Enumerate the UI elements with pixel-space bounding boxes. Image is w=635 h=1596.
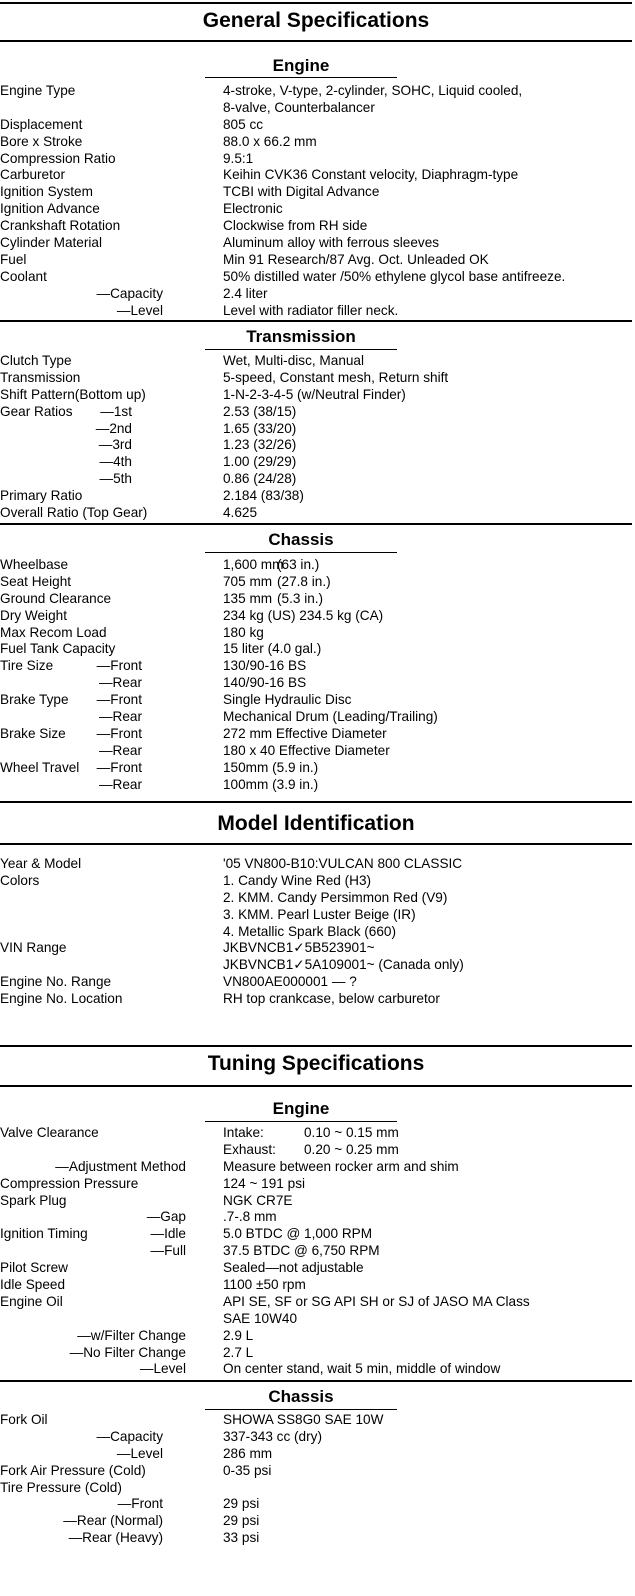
spec-row bbox=[0, 1226, 635, 1243]
spec-label: Clutch Type bbox=[0, 353, 72, 368]
spec-label: Displacement bbox=[0, 116, 83, 132]
spec-row bbox=[0, 437, 635, 454]
spec-value: 1.65 (33/20) bbox=[223, 420, 297, 436]
spec-sublabel: —Front bbox=[96, 692, 142, 708]
spec-row bbox=[0, 117, 635, 134]
spec-row bbox=[0, 873, 635, 890]
spec-row bbox=[0, 856, 635, 873]
general-chassis-rows bbox=[0, 557, 635, 793]
spec-label: Gear Ratios bbox=[0, 403, 73, 419]
spec-row bbox=[0, 777, 635, 794]
model-rows bbox=[0, 856, 635, 1008]
spec-row bbox=[0, 235, 635, 252]
spec-label: Primary Ratio bbox=[0, 488, 83, 504]
spec-label: Year & Model bbox=[0, 856, 82, 871]
spec-row bbox=[0, 100, 635, 117]
spec-row bbox=[0, 743, 635, 760]
spec-row bbox=[0, 726, 635, 743]
spec-row bbox=[0, 1463, 635, 1480]
spec-value-secondary: 0.10 ~ 0.15 mm bbox=[304, 1125, 399, 1140]
spec-label: Compression Ratio bbox=[0, 150, 116, 166]
spec-value: 5-speed, Constant mesh, Return shift bbox=[223, 369, 449, 385]
tuning-engine-underline bbox=[205, 1121, 397, 1122]
spec-value: Single Hydraulic Disc bbox=[223, 692, 352, 708]
spec-value: 286 mm bbox=[223, 1445, 273, 1461]
spec-row bbox=[0, 1429, 635, 1446]
spec-value: VN800AE000001 — ? bbox=[223, 974, 357, 990]
spec-sublabel: —Idle bbox=[150, 1226, 186, 1242]
spec-sublabel: —Rear (Heavy) bbox=[68, 1530, 163, 1546]
tuning-chassis-heading: Chassis bbox=[268, 1387, 334, 1406]
spec-sublabel: —Rear (Normal) bbox=[63, 1513, 163, 1529]
spec-row bbox=[0, 1193, 635, 1210]
spec-label: Dry Weight bbox=[0, 607, 67, 623]
spec-value: 2.7 L bbox=[223, 1344, 254, 1360]
spec-label: Fuel bbox=[0, 251, 27, 267]
spec-value: 88.0 x 66.2 mm bbox=[223, 133, 317, 149]
spec-value: 0-35 psi bbox=[223, 1462, 272, 1478]
general-chassis-underline bbox=[205, 552, 397, 553]
spec-row bbox=[0, 1159, 635, 1176]
spec-sublabel: —Rear bbox=[98, 675, 142, 691]
spec-value: 272 mm Effective Diameter bbox=[223, 725, 387, 741]
spec-row bbox=[0, 557, 635, 574]
spec-sublabel: —Front bbox=[96, 725, 142, 741]
spec-row bbox=[0, 370, 635, 387]
spec-row bbox=[0, 201, 635, 218]
spec-value-secondary: (27.8 in.) bbox=[277, 573, 331, 589]
spec-label: Bore x Stroke bbox=[0, 133, 83, 149]
transmission-rows bbox=[0, 353, 635, 522]
spec-value: 805 cc bbox=[223, 116, 264, 132]
spec-label: Ignition Timing bbox=[0, 1226, 88, 1242]
spec-label: Tire Size bbox=[0, 658, 54, 674]
spec-value: 1100 ±50 rpm bbox=[223, 1277, 306, 1293]
spec-value: 1. Candy Wine Red (H3) bbox=[223, 872, 372, 888]
spec-label: Brake Size bbox=[0, 725, 66, 741]
spec-value: 135 mm bbox=[223, 590, 273, 606]
spec-row bbox=[0, 184, 635, 201]
spec-value: 2.9 L bbox=[223, 1327, 254, 1343]
spec-row bbox=[0, 608, 635, 625]
spec-value: TCBI with Digital Advance bbox=[223, 184, 380, 200]
spec-row bbox=[0, 1243, 635, 1260]
spec-row bbox=[0, 404, 635, 421]
spec-row bbox=[0, 303, 635, 320]
spec-sublabel: —Front bbox=[117, 1496, 163, 1512]
tuning-engine-rule bbox=[0, 1380, 632, 1382]
spec-row bbox=[0, 167, 635, 184]
spec-row bbox=[0, 151, 635, 168]
transmission-rule bbox=[0, 523, 632, 525]
spec-label: Crankshaft Rotation bbox=[0, 218, 121, 234]
spec-row bbox=[0, 974, 635, 991]
model-identification-title: Model Identification bbox=[217, 812, 415, 835]
spec-label: Wheel Travel bbox=[0, 759, 80, 775]
spec-value: RH top crankcase, below carburetor bbox=[223, 991, 440, 1007]
spec-value: API SE, SF or SG API SH or SJ of JASO MA Class bbox=[223, 1293, 530, 1309]
spec-row bbox=[0, 924, 635, 941]
spec-label: Wheelbase bbox=[0, 557, 69, 572]
tuning-title-rule bbox=[0, 1085, 632, 1087]
spec-value: JKBVNCB1✓5B523901~ bbox=[223, 940, 375, 956]
spec-value: 5.0 BTDC @ 1,000 RPM bbox=[223, 1226, 373, 1242]
general-engine-underline bbox=[205, 77, 397, 78]
spec-label: Ground Clearance bbox=[0, 590, 112, 606]
spec-value: Measure between rocker arm and shim bbox=[223, 1158, 459, 1174]
spec-sublabel: —3rd bbox=[98, 437, 132, 453]
spec-value: 180 x 40 Effective Diameter bbox=[223, 742, 390, 758]
spec-value-secondary: 0.20 ~ 0.25 mm bbox=[304, 1141, 399, 1157]
spec-row bbox=[0, 957, 635, 974]
tuning-chassis-underline bbox=[205, 1409, 397, 1410]
tuning-engine-rows bbox=[0, 1125, 635, 1378]
spec-label: Engine No. Range bbox=[0, 974, 112, 990]
spec-value: Exhaust: bbox=[223, 1141, 276, 1157]
spec-sublabel: —w/Filter Change bbox=[77, 1327, 186, 1343]
spec-value: 2. KMM. Candy Persimmon Red (V9) bbox=[223, 889, 448, 905]
spec-row bbox=[0, 1361, 635, 1378]
spec-value: Clockwise from RH side bbox=[223, 218, 368, 234]
general-title-rule bbox=[0, 40, 632, 42]
spec-sublabel: —Capacity bbox=[96, 1428, 163, 1444]
spec-value: 150mm (5.9 in.) bbox=[223, 759, 319, 775]
spec-value: On center stand, wait 5 min, middle of window bbox=[223, 1361, 501, 1377]
spec-sublabel: —Front bbox=[96, 658, 142, 674]
spec-sublabel: —Full bbox=[150, 1243, 186, 1259]
tuning-specs-title: Tuning Specifications bbox=[207, 1052, 425, 1075]
spec-value: 8-valve, Counterbalancer bbox=[223, 99, 375, 115]
spec-row bbox=[0, 269, 635, 286]
spec-value: 29 psi bbox=[223, 1513, 260, 1529]
spec-sublabel: —Level bbox=[139, 1361, 186, 1377]
spec-sublabel: —Rear bbox=[98, 742, 142, 758]
spec-row bbox=[0, 675, 635, 692]
spec-value: 4. Metallic Spark Black (660) bbox=[223, 923, 397, 939]
spec-value: 50% distilled water /50% ethylene glycol base antifreeze. bbox=[223, 268, 566, 284]
spec-value: 37.5 BTDC @ 6,750 RPM bbox=[223, 1243, 380, 1259]
spec-label: Seat Height bbox=[0, 573, 72, 589]
spec-value-secondary: (5.3 in.) bbox=[277, 590, 324, 606]
spec-value: 3. KMM. Pearl Luster Beige (IR) bbox=[223, 906, 416, 922]
spec-row bbox=[0, 353, 635, 370]
spec-value: Sealed—not adjustable bbox=[223, 1260, 364, 1276]
spec-label: Tire Pressure (Cold) bbox=[0, 1479, 122, 1495]
spec-label: Coolant bbox=[0, 268, 47, 284]
spec-value: Keihin CVK36 Constant velocity, Diaphragm-type bbox=[223, 167, 519, 183]
general-engine-rule bbox=[0, 320, 632, 322]
spec-value: SHOWA SS8G0 SAE 10W bbox=[223, 1412, 384, 1427]
spec-sublabel: —Capacity bbox=[96, 285, 163, 301]
spec-row bbox=[0, 1513, 635, 1530]
spec-value: 234 kg (US) 234.5 kg (CA) bbox=[223, 607, 384, 623]
spec-value: 337-343 cc (dry) bbox=[223, 1428, 322, 1444]
spec-value: Wet, Multi-disc, Manual bbox=[223, 353, 365, 368]
spec-label: Engine Type bbox=[0, 83, 76, 98]
spec-row bbox=[0, 1277, 635, 1294]
spec-sublabel: —Gap bbox=[146, 1209, 186, 1225]
spec-row bbox=[0, 1412, 635, 1429]
spec-sublabel: —Level bbox=[116, 302, 163, 318]
spec-row bbox=[0, 574, 635, 591]
spec-value: 124 ~ 191 psi bbox=[223, 1175, 306, 1191]
spec-value: 100mm (3.9 in.) bbox=[223, 776, 319, 792]
spec-value: SAE 10W40 bbox=[223, 1310, 298, 1326]
spec-row bbox=[0, 83, 635, 100]
spec-row bbox=[0, 1345, 635, 1362]
spec-row bbox=[0, 1209, 635, 1226]
spec-value: 2.184 (83/38) bbox=[223, 488, 304, 504]
spec-value: '05 VN800-B10:VULCAN 800 CLASSIC bbox=[223, 856, 463, 871]
spec-label: Overall Ratio (Top Gear) bbox=[0, 505, 148, 521]
spec-label: Spark Plug bbox=[0, 1192, 67, 1208]
spec-sublabel: —Rear bbox=[98, 709, 142, 725]
spec-row bbox=[0, 252, 635, 269]
spec-sublabel: —Level bbox=[116, 1445, 163, 1461]
tuning-engine-heading: Engine bbox=[272, 1099, 330, 1118]
spec-row bbox=[0, 1530, 635, 1547]
transmission-underline bbox=[205, 349, 397, 350]
spec-label: Colors bbox=[0, 872, 40, 888]
spec-row bbox=[0, 692, 635, 709]
spec-value: Electronic bbox=[223, 201, 283, 217]
spec-row bbox=[0, 709, 635, 726]
spec-value: 33 psi bbox=[223, 1530, 260, 1546]
tuning-top-rule bbox=[0, 1045, 632, 1047]
spec-sublabel: —2nd bbox=[95, 420, 132, 436]
spec-label: Shift Pattern(Bottom up) bbox=[0, 386, 146, 402]
spec-row bbox=[0, 591, 635, 608]
spec-label: VIN Range bbox=[0, 940, 67, 956]
spec-row bbox=[0, 658, 635, 675]
spec-row bbox=[0, 1480, 635, 1497]
spec-row bbox=[0, 421, 635, 438]
transmission-heading: Transmission bbox=[246, 327, 356, 346]
general-chassis-rule bbox=[0, 801, 632, 803]
spec-row bbox=[0, 991, 635, 1008]
general-engine-rows bbox=[0, 83, 635, 319]
spec-value: 1-N-2-3-4-5 (w/Neutral Finder) bbox=[223, 386, 406, 402]
spec-value: 1.00 (29/29) bbox=[223, 454, 297, 470]
spec-value: JKBVNCB1✓5A109001~ (Canada only) bbox=[223, 957, 464, 973]
spec-sublabel: —Rear bbox=[98, 776, 142, 792]
spec-label: Brake Type bbox=[0, 692, 69, 708]
spec-label: Transmission bbox=[0, 369, 81, 385]
spec-value: 140/90-16 BS bbox=[223, 675, 307, 691]
spec-label: Engine Oil bbox=[0, 1293, 63, 1309]
tuning-chassis-rows bbox=[0, 1412, 635, 1547]
spec-value: Intake: bbox=[223, 1125, 264, 1140]
spec-value: 180 kg bbox=[223, 624, 264, 640]
spec-sublabel: —Adjustment Method bbox=[55, 1158, 186, 1174]
spec-value: 9.5:1 bbox=[223, 150, 254, 166]
spec-row bbox=[0, 134, 635, 151]
spec-row bbox=[0, 1260, 635, 1277]
spec-value: 1,600 mm bbox=[223, 557, 284, 572]
spec-value: 2.53 (38/15) bbox=[223, 403, 297, 419]
spec-label: Max Recom Load bbox=[0, 624, 107, 640]
spec-value-secondary: (63 in.) bbox=[277, 557, 320, 572]
spec-label: Engine No. Location bbox=[0, 991, 123, 1007]
spec-sublabel: —Front bbox=[96, 759, 142, 775]
spec-sublabel: —5th bbox=[99, 471, 132, 487]
spec-label: Ignition Advance bbox=[0, 201, 100, 217]
spec-value: 2.4 liter bbox=[223, 285, 268, 301]
spec-value: 29 psi bbox=[223, 1496, 260, 1512]
spec-value: 0.86 (24/28) bbox=[223, 471, 297, 487]
spec-sublabel: —4th bbox=[99, 454, 132, 470]
model-title-rule bbox=[0, 843, 632, 845]
spec-value: 15 liter (4.0 gal.) bbox=[223, 641, 322, 657]
spec-row bbox=[0, 286, 635, 303]
spec-row bbox=[0, 218, 635, 235]
spec-row bbox=[0, 387, 635, 404]
spec-value: 130/90-16 BS bbox=[223, 658, 307, 674]
spec-row bbox=[0, 488, 635, 505]
general-specs-title: General Specifications bbox=[202, 9, 430, 32]
spec-label: Carburetor bbox=[0, 167, 65, 183]
spec-row bbox=[0, 907, 635, 924]
spec-value: .7-.8 mm bbox=[223, 1209, 277, 1225]
spec-value: 4-stroke, V-type, 2-cylinder, SOHC, Liquid cooled, bbox=[223, 83, 523, 98]
spec-label: Valve Clearance bbox=[0, 1125, 99, 1140]
spec-row bbox=[0, 1496, 635, 1513]
spec-label: Ignition System bbox=[0, 184, 93, 200]
spec-label: Fork Oil bbox=[0, 1412, 48, 1427]
spec-value: NGK CR7E bbox=[223, 1192, 293, 1208]
spec-value: Mechanical Drum (Leading/Trailing) bbox=[223, 709, 438, 725]
spec-value: 1.23 (32/26) bbox=[223, 437, 297, 453]
spec-label: Fork Air Pressure (Cold) bbox=[0, 1462, 146, 1478]
spec-row bbox=[0, 641, 635, 658]
spec-label: Compression Pressure bbox=[0, 1175, 139, 1191]
spec-row bbox=[0, 940, 635, 957]
general-chassis-heading: Chassis bbox=[268, 530, 334, 549]
spec-row bbox=[0, 1328, 635, 1345]
spec-value: 705 mm bbox=[223, 573, 273, 589]
spec-row bbox=[0, 625, 635, 642]
spec-row bbox=[0, 1125, 635, 1142]
spec-sublabel: —No Filter Change bbox=[69, 1344, 186, 1360]
spec-value: 4.625 bbox=[223, 505, 258, 521]
general-engine-heading: Engine bbox=[272, 56, 330, 75]
spec-label: Idle Speed bbox=[0, 1277, 66, 1293]
spec-row bbox=[0, 1446, 635, 1463]
spec-label: Cylinder Material bbox=[0, 235, 102, 251]
spec-row bbox=[0, 505, 635, 522]
spec-sublabel: —1st bbox=[100, 403, 132, 419]
spec-row bbox=[0, 1311, 635, 1328]
spec-row bbox=[0, 760, 635, 777]
spec-value: Level with radiator filler neck. bbox=[223, 302, 399, 318]
spec-value: Min 91 Research/87 Avg. Oct. Unleaded OK bbox=[223, 251, 489, 267]
spec-row bbox=[0, 1176, 635, 1193]
spec-value: Aluminum alloy with ferrous sleeves bbox=[223, 235, 440, 251]
spec-label: Fuel Tank Capacity bbox=[0, 641, 116, 657]
spec-row bbox=[0, 471, 635, 488]
spec-row bbox=[0, 890, 635, 907]
spec-row bbox=[0, 454, 635, 471]
spec-row bbox=[0, 1142, 635, 1159]
top-rule bbox=[0, 2, 632, 4]
spec-label: Pilot Screw bbox=[0, 1260, 68, 1276]
spec-row bbox=[0, 1294, 635, 1311]
